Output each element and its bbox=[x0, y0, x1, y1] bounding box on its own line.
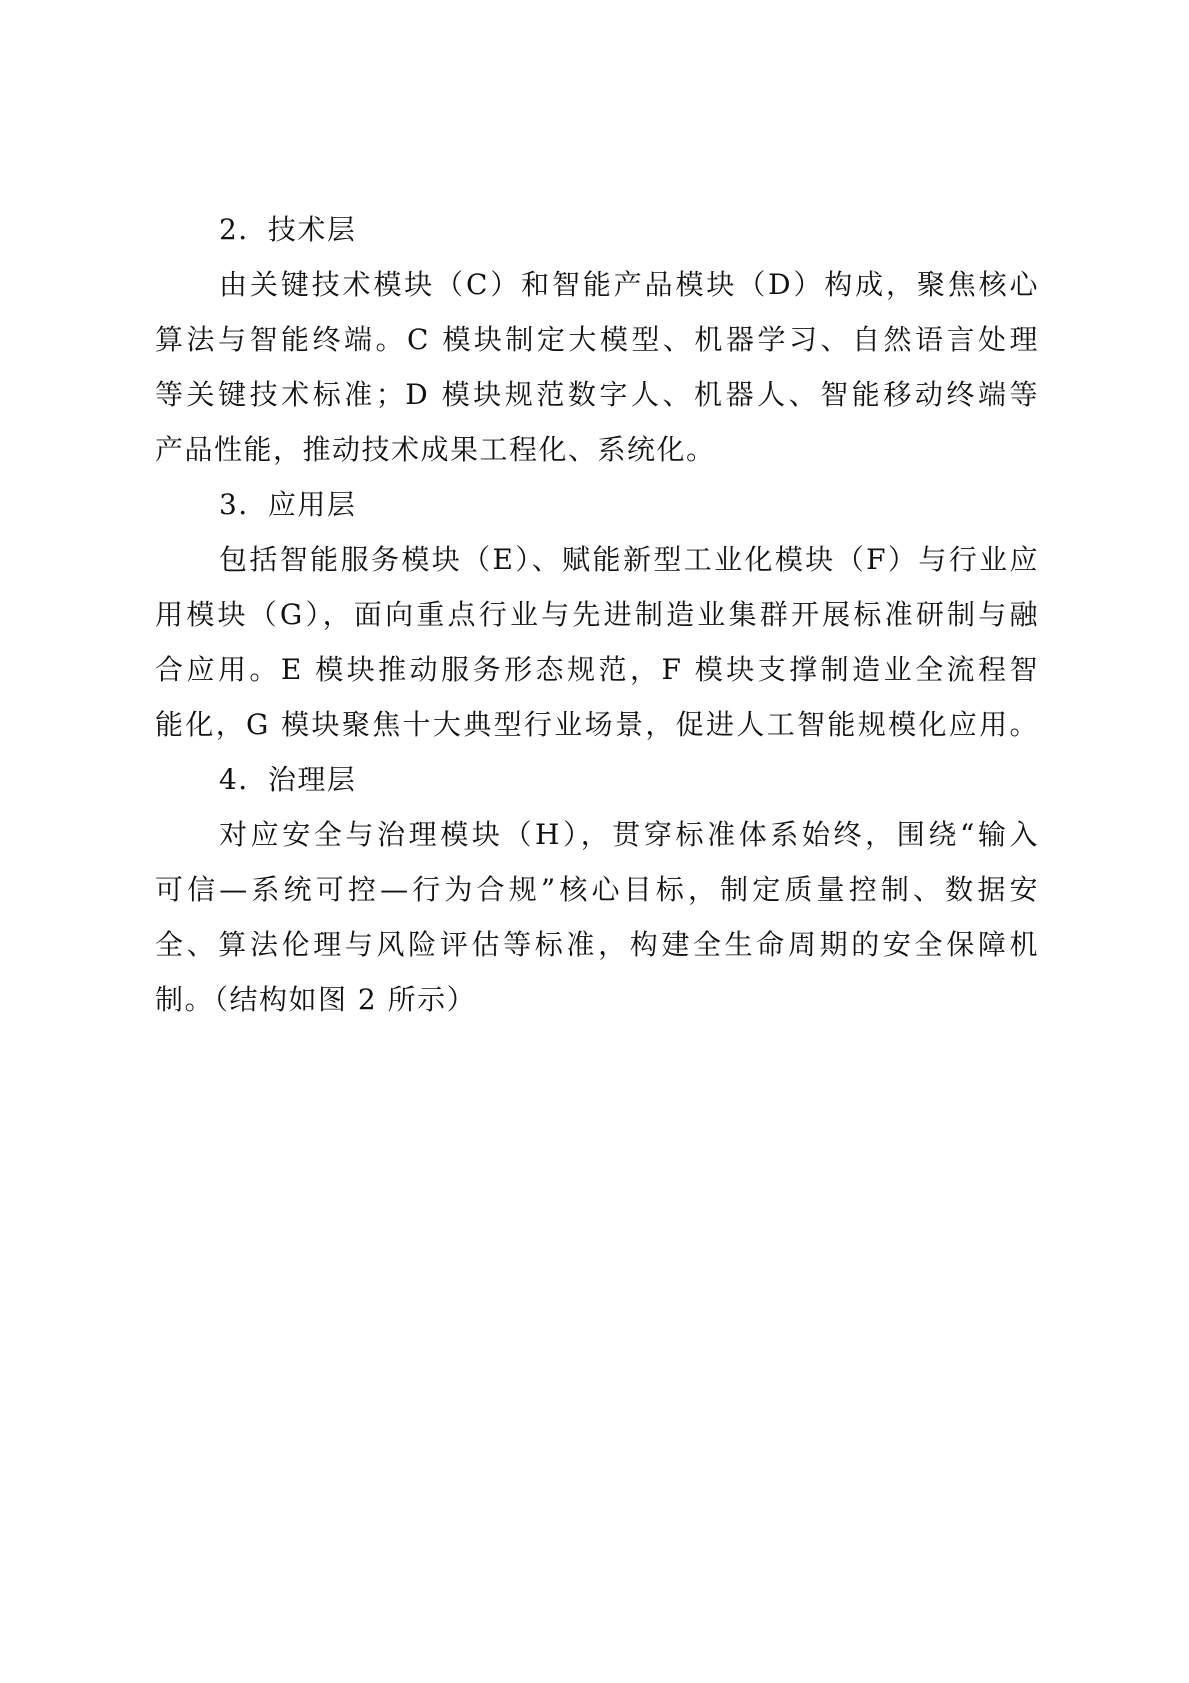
section-heading-technology: 2．技术层 bbox=[219, 213, 357, 246]
paragraph-line: 由关键技术模块（C）和智能产品模块（D）构成，聚焦核心 bbox=[219, 268, 1039, 301]
paragraph-line: 全、算法伦理与风险评估等标准，构建全生命周期的安全保障机 bbox=[155, 928, 1039, 961]
paragraph-line: 制。（结构如图 2 所示） bbox=[155, 983, 477, 1016]
paragraph-line: 算法与智能终端。C 模块制定大模型、机器学习、自然语言处理 bbox=[155, 323, 1039, 356]
paragraph-line: 合应用。E 模块推动服务形态规范，F 模块支撑制造业全流程智 bbox=[155, 653, 1039, 686]
paragraph-line: 可信—系统可控—行为合规”核心目标，制定质量控制、数据安 bbox=[155, 873, 1039, 906]
paragraph-line: 用模块（G），面向重点行业与先进制造业集群开展标准研制与融 bbox=[155, 598, 1039, 631]
paragraph-line: 能化，G 模块聚焦十大典型行业场景，促进人工智能规模化应用。 bbox=[155, 708, 1039, 741]
paragraph-line: 对应安全与治理模块（H），贯穿标准体系始终，围绕“输入 bbox=[219, 818, 1039, 851]
paragraph-line: 产品性能，推动技术成果工程化、系统化。 bbox=[155, 433, 716, 466]
paragraph-line: 包括智能服务模块（E）、赋能新型工业化模块（F）与行业应 bbox=[219, 543, 1039, 576]
section-heading-application: 3．应用层 bbox=[219, 488, 357, 521]
section-heading-governance: 4．治理层 bbox=[219, 763, 357, 796]
paragraph-line: 等关键技术标准；D 模块规范数字人、机器人、智能移动终端等 bbox=[155, 378, 1039, 411]
